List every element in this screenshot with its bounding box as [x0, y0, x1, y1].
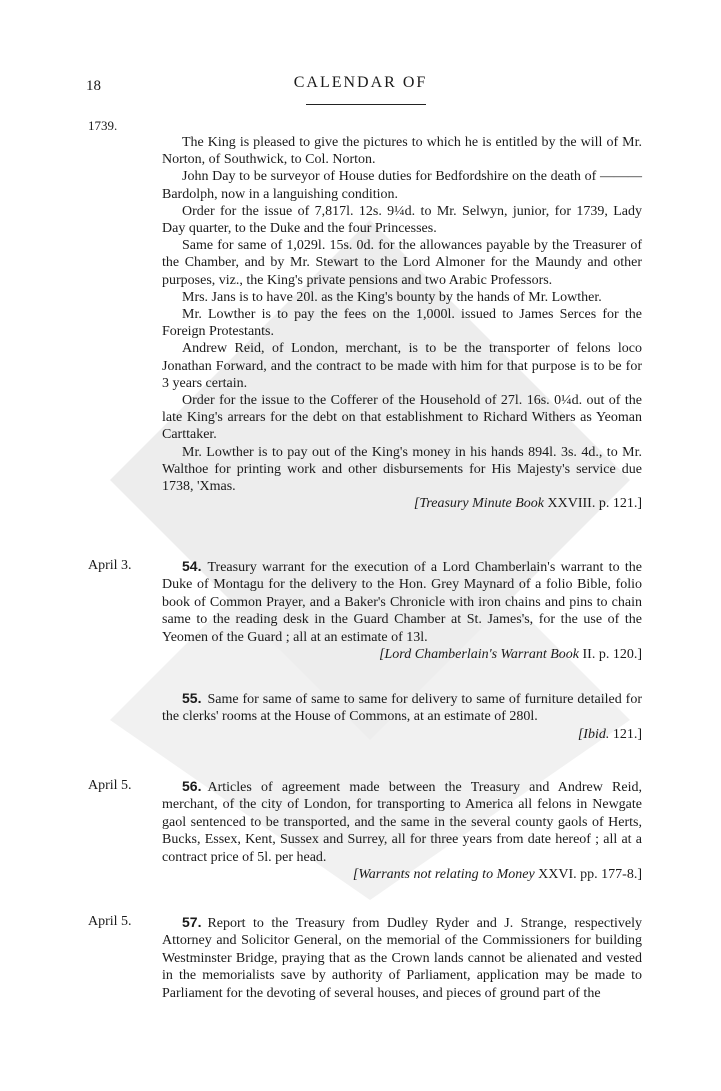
citation-title: [Lord Chamberlain's Warrant Book: [379, 647, 579, 663]
paragraph: Mr. Lowther is to pay out of the King's money in his hands 894l. 3s. 4d., to Mr. Walthoe for printing work and other disbursements for His Majesty's service due 1738, 'Xmas.: [162, 444, 642, 495]
page-number: 18: [86, 78, 101, 94]
paragraph: Same for same of 1,029l. 15s. 0d. for the allowances payable by the Treasurer of the Chamber, and by Mr. Stewart to the Lord Almoner for the Maundy and other purposes, viz., the King's private pensions and two Arabic Professors.: [162, 238, 642, 288]
paragraph: Order for the issue of 7,817l. 12s. 9¼d. to Mr. Selwyn, junior, for 1739, Lady Day quarter, to the Duke and the four Princesses.: [162, 203, 642, 237]
citation-ref: 121.]: [612, 726, 642, 742]
paragraph: The King is pleased to give the pictures to which he is entitled by the will of Mr. Norton, of Southwick, to Col. Norton.: [162, 135, 642, 168]
entry-date: April 3.: [88, 558, 132, 573]
entry-date: April 5.: [88, 778, 132, 793]
paragraph: Mr. Lowther is to pay the fees on the 1,000l. issued to James Serces for the Foreign Protestants.: [162, 307, 642, 340]
paragraph: John Day to be surveyor of House duties for Bedfordshire on the death of ——— Bardolph, now in a languishing condition.: [162, 169, 642, 202]
page-header: [0, 70, 721, 110]
paragraph: Andrew Reid, of London, merchant, is to be the transporter of felons loco Jonathan Forward, and the contract to be made with him for that purpose is to be for 3 years certain.: [162, 341, 642, 391]
citation-ref: II. p. 120.]: [582, 647, 642, 663]
year-marker: 1739.: [88, 118, 118, 133]
citation: [162, 866, 642, 883]
entry-body: [162, 690, 642, 726]
paragraph: Mrs. Jans is to have 20l. as the King's bounty by the hands of Mr. Lowther.: [182, 289, 602, 305]
entry-text: Articles of agreement made between the Treasury and Andrew Reid, merchant, of the city of London, for transporting to America all felons in Newgate gaol sentenced to be transported, and the same in the several county gaols of Herts, Bucks, Essex, Kent, Sussex and Surrey, all for three years from date hereof ; all at a contract price of 5l. per head.: [162, 780, 642, 865]
header-rule: [306, 104, 426, 105]
entry-text: Same for same of same to same for delivery to same of furniture detailed for the clerks' rooms at the House of Commons, at an estimate of 280l.: [162, 692, 642, 725]
citation-title: [Ibid.: [577, 726, 610, 742]
citation-title: [Warrants not relating to Money: [352, 867, 535, 883]
citation: [162, 726, 642, 743]
entry-body: [162, 778, 642, 866]
citation-ref: XXVI. pp. 177-8.]: [538, 867, 642, 883]
entry-text: Report to the Treasury from Dudley Ryder and J. Strange, respectively Attorney and Solicitor General, on the memorial of the Commissioners for building Westminster Bridge, praying that as the Crown lands cannot be alienated and vested in the memorialists save by authority of Parliament, application may be made to Parliament for the devoting of several houses, and pieces of ground part of the: [162, 916, 642, 1001]
running-title: CALENDAR OF: [293, 74, 428, 91]
citation-ref: XXVIII. p. 121.]: [547, 496, 642, 512]
entry-date: April 5.: [88, 914, 132, 929]
citation-title: [Treasury Minute Book: [413, 496, 545, 512]
entry-body: [162, 558, 642, 646]
entry-number: 56.: [182, 778, 202, 794]
entry-number: 54.: [182, 558, 202, 574]
entry-text: Treasury warrant for the execution of a Lord Chamberlain's warrant to the Duke of Montagu for the delivery to the Hon. Grey Maynard of a folio Bible, folio book of Common Prayer, and a Baker's Chronicle with iron chains and pins to chain same to the reading desk in the Guard Chamber at St. James's, for the use of the Yeomen of the Guard ; all at an estimate of 13l.: [162, 560, 642, 645]
entry-body: [162, 914, 642, 1002]
citation: [162, 646, 642, 663]
entry-number: 57.: [182, 914, 202, 930]
entry-number: 55.: [182, 690, 202, 706]
intro-section: [162, 134, 642, 512]
citation: [162, 495, 642, 512]
paragraph: Order for the issue to the Cofferer of the Household of 27l. 16s. 0¼d. out of the late King's arrears for the debt on that establishment to Richard Withers as Yeoman Carttaker.: [162, 393, 642, 443]
